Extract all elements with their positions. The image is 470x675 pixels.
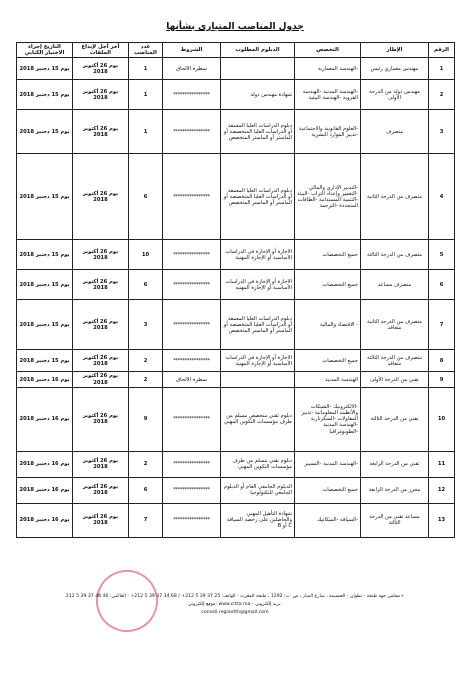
cell-post: مهندس معماري رئيس bbox=[361, 58, 429, 80]
table-row bbox=[17, 387, 455, 451]
cell-num: 6 bbox=[429, 270, 455, 300]
cell-exam: يوم 15 دجنبر 2018 bbox=[17, 350, 73, 372]
cell-conditions: **************** bbox=[163, 154, 221, 240]
cell-specialty: -الهندسة المدنية -الهندسة القروية -الهندسة البيئية bbox=[295, 80, 361, 110]
cell-conditions: سطرة الالحاق bbox=[163, 58, 221, 80]
cell-count: 9 bbox=[129, 387, 163, 451]
cell-specialty: -الهندسة المدنية -التسيير bbox=[295, 451, 361, 477]
cell-exam: يوم 15 دجنبر 2018 bbox=[17, 300, 73, 350]
cell-num: 12 bbox=[429, 477, 455, 503]
cell-exam: يوم 15 دجنبر 2018 bbox=[17, 80, 73, 110]
cell-conditions: **************** bbox=[163, 110, 221, 154]
footer-address: مجلس جهة طنجة - تطوان - الحسيمة ، شارع المنار ، ص. ب: 1292 ، طنجة المغرب - الهاتف: 25 37 39 5 212+ / 68 34 37 39 5 212+ - الفاكس: 46 48 37 39 5 212+ bbox=[65, 594, 405, 599]
cell-specialty: الهندسة المدنية bbox=[295, 372, 361, 387]
cell-specialty: -السياقة -الميكانيك bbox=[295, 503, 361, 537]
cell-deadline: يوم 26 أكتوبر 2018 bbox=[73, 387, 129, 451]
cell-diploma: الاجازة أو الإجازة في الدراسات الأساسية أو الإجازة المهنية bbox=[221, 270, 295, 300]
cell-num: 2 bbox=[429, 80, 455, 110]
cell-exam: يوم 15 دجنبر 2018 bbox=[17, 58, 73, 80]
cell-diploma: دبلوم تقني متخصص مسلم من طرف مؤسسات التكوين المهني bbox=[221, 387, 295, 451]
cell-exam: يوم 16 دجنبر 2018 bbox=[17, 387, 73, 451]
cell-num: 4 bbox=[429, 154, 455, 240]
cell-diploma bbox=[221, 372, 295, 387]
table-row bbox=[17, 240, 455, 270]
header-num: الرقم bbox=[429, 43, 455, 58]
cell-deadline: يوم 26 أكتوبر 2018 bbox=[73, 451, 129, 477]
cell-count: 1 bbox=[129, 58, 163, 80]
cell-post: مساعد تقني من الدرجة الثالثة bbox=[361, 503, 429, 537]
cell-count: 2 bbox=[129, 451, 163, 477]
cell-specialty: جميع التخصصات bbox=[295, 350, 361, 372]
cell-post: متصرف مساعد bbox=[361, 270, 429, 300]
cell-post: متصرف من الدرجة الثالثة متعاقد bbox=[361, 350, 429, 372]
header-exam-date: التاريخ إجراء الاختبار الكتابي bbox=[17, 43, 73, 58]
cell-conditions: **************** bbox=[163, 477, 221, 503]
cell-post: متصرف bbox=[361, 110, 429, 154]
cell-deadline: يوم 26 أكتوبر 2018 bbox=[73, 300, 129, 350]
cell-count: 3 bbox=[129, 300, 163, 350]
cell-conditions: **************** bbox=[163, 387, 221, 451]
cell-deadline: يوم 26 أكتوبر 2018 bbox=[73, 110, 129, 154]
cell-diploma: شهادة مهندس دولة bbox=[221, 80, 295, 110]
page-title: جدول المناصب المتبارى بشأنها bbox=[166, 22, 304, 32]
table-row bbox=[17, 154, 455, 240]
cell-num: 13 bbox=[429, 503, 455, 537]
cell-diploma: الاجازة أو الإجازة في الدراسات الأساسية أو الإجازة المهنية bbox=[221, 350, 295, 372]
table-header-row bbox=[17, 43, 455, 58]
cell-post: متصرف من الدرجة الثالثة bbox=[361, 240, 429, 270]
cell-deadline: يوم 26 أكتوبر 2018 bbox=[73, 240, 129, 270]
cell-count: 1 bbox=[129, 80, 163, 110]
cell-count: 7 bbox=[129, 503, 163, 537]
cell-num: 5 bbox=[429, 240, 455, 270]
cell-count: 6 bbox=[129, 270, 163, 300]
footer-website: موقع إلكتروني: www.crtta.ma - بريد إلكتروني: bbox=[188, 602, 282, 607]
header-post: الإطار bbox=[361, 43, 429, 58]
cell-post: تقني من الدرجة الثالثة bbox=[361, 387, 429, 451]
cell-num: 1 bbox=[429, 58, 455, 80]
cell-post: تقني من الدرجة الأولى bbox=[361, 372, 429, 387]
footer-email: conseil.regiontth@gmail.com bbox=[201, 610, 269, 615]
table-row bbox=[17, 477, 455, 503]
cell-specialty: جميع التخصصات bbox=[295, 477, 361, 503]
positions-table bbox=[16, 42, 455, 538]
table-row bbox=[17, 58, 455, 80]
cell-count: 1 bbox=[129, 110, 163, 154]
cell-exam: يوم 16 دجنبر 2018 bbox=[17, 451, 73, 477]
cell-specialty: -الالكترونيك -الشبكات والأنظمة المعلوماتية -تدبير المقاولات -السكرتارية -الهندسة المدنية -الطوبوغرافيا bbox=[295, 387, 361, 451]
cell-count: 2 bbox=[129, 372, 163, 387]
cell-deadline: يوم 26 أكتوبر 2018 bbox=[73, 58, 129, 80]
cell-post: تقني من الدرجة الرابعة bbox=[361, 451, 429, 477]
cell-deadline: يوم 26 أكتوبر 2018 bbox=[73, 350, 129, 372]
cell-specialty: -العلوم القانونية والاجتماعية -تدبير الموارد البشرية bbox=[295, 110, 361, 154]
cell-conditions: **************** bbox=[163, 270, 221, 300]
cell-num: 9 bbox=[429, 372, 455, 387]
table-row bbox=[17, 270, 455, 300]
table-row bbox=[17, 350, 455, 372]
cell-post: متصرف من الدرجة الثانية متعاقد bbox=[361, 300, 429, 350]
cell-diploma: دبلوم الدراسات العليا المعمقة أو الدراسات العليا المتخصصة أو الماستر أو الماستر المتخصص bbox=[221, 300, 295, 350]
cell-deadline: يوم 26 أكتوبر 2018 bbox=[73, 477, 129, 503]
cell-deadline: يوم 26 أكتوبر 2018 bbox=[73, 154, 129, 240]
cell-diploma: الاجازة أو الإجازة في الدراسات الأساسية أو الإجازة المهنية bbox=[221, 240, 295, 270]
cell-specialty: -الهندسة المعمارية bbox=[295, 58, 361, 80]
cell-diploma: دبلوم الدراسات العليا المعمقة أو الدراسات العليا المتخصصة أو الماستر أو الماستر المتخصص bbox=[221, 154, 295, 240]
table-row bbox=[17, 503, 455, 537]
cell-count: 2 bbox=[129, 350, 163, 372]
cell-exam: يوم 15 دجنبر 2018 bbox=[17, 240, 73, 270]
cell-conditions: **************** bbox=[163, 240, 221, 270]
cell-deadline: يوم 26 أكتوبر 2018 bbox=[73, 270, 129, 300]
table-row bbox=[17, 451, 455, 477]
cell-count: 6 bbox=[129, 477, 163, 503]
cell-deadline: يوم 26 أكتوبر 2018 bbox=[73, 80, 129, 110]
cell-num: 3 bbox=[429, 110, 455, 154]
cell-diploma: دبلوم تقني مسلم من طرف مؤسسات التكوين المهني bbox=[221, 451, 295, 477]
cell-num: 10 bbox=[429, 387, 455, 451]
cell-deadline: يوم 26 أكتوبر 2018 bbox=[73, 503, 129, 537]
cell-specialty: - الاقتصاد والمالية bbox=[295, 300, 361, 350]
cell-post: متصرف من الدرجة الثانية bbox=[361, 154, 429, 240]
cell-exam: يوم 16 دجنبر 2018 bbox=[17, 372, 73, 387]
cell-specialty: جميع التخصصات bbox=[295, 270, 361, 300]
cell-conditions: **************** bbox=[163, 300, 221, 350]
cell-conditions: **************** bbox=[163, 350, 221, 372]
cell-deadline: يوم 26 أكتوبر 2018 bbox=[73, 372, 129, 387]
cell-exam: يوم 15 دجنبر 2018 bbox=[17, 110, 73, 154]
cell-exam: يوم 15 دجنبر 2018 bbox=[17, 270, 73, 300]
cell-exam: يوم 16 دجنبر 2018 bbox=[17, 477, 73, 503]
table-row bbox=[17, 300, 455, 350]
cell-num: 7 bbox=[429, 300, 455, 350]
cell-num: 11 bbox=[429, 451, 455, 477]
cell-count: 10 bbox=[129, 240, 163, 270]
header-count: عدد المناصب bbox=[129, 43, 163, 58]
cell-conditions: سطرة الالحاق bbox=[163, 372, 221, 387]
header-conditions: الشروط bbox=[163, 43, 221, 58]
cell-post: محرر من الدرجة الرابعة bbox=[361, 477, 429, 503]
cell-conditions: **************** bbox=[163, 451, 221, 477]
table-row bbox=[17, 110, 455, 154]
cell-conditions: **************** bbox=[163, 80, 221, 110]
cell-exam: يوم 15 دجنبر 2018 bbox=[17, 154, 73, 240]
cell-conditions: **************** bbox=[163, 503, 221, 537]
cell-post: مهندس دولة من الدرجة الأولى bbox=[361, 80, 429, 110]
cell-diploma: شهادة التأهيل المهني والحاصلين على رخصة السياقة C أو B bbox=[221, 503, 295, 537]
cell-specialty: -التدبير الإداري والمالي -التعمير وإعداد التراب -البيئة -التنمية المستدامة -الطاقات المتجددة -الترجمة bbox=[295, 154, 361, 240]
cell-diploma bbox=[221, 58, 295, 80]
cell-diploma: الدبلوم الجامعي العام أو الدبلوم الجامعي للتكنولوجيا bbox=[221, 477, 295, 503]
cell-diploma: دبلوم الدراسات العليا المعمقة أو الدراسات العليا المتخصصة أو الماستر أو الماستر المتخصص bbox=[221, 110, 295, 154]
cell-count: 6 bbox=[129, 154, 163, 240]
header-diploma: الدبلوم المطلوب bbox=[221, 43, 295, 58]
cell-num: 8 bbox=[429, 350, 455, 372]
cell-exam: يوم 16 دجنبر 2018 bbox=[17, 503, 73, 537]
cell-specialty: جميع التخصصات bbox=[295, 240, 361, 270]
table-row bbox=[17, 80, 455, 110]
header-specialty: التخصص bbox=[295, 43, 361, 58]
header-deadline: آخر أجل لإيداع الملفات bbox=[73, 43, 129, 58]
table-row bbox=[17, 372, 455, 387]
